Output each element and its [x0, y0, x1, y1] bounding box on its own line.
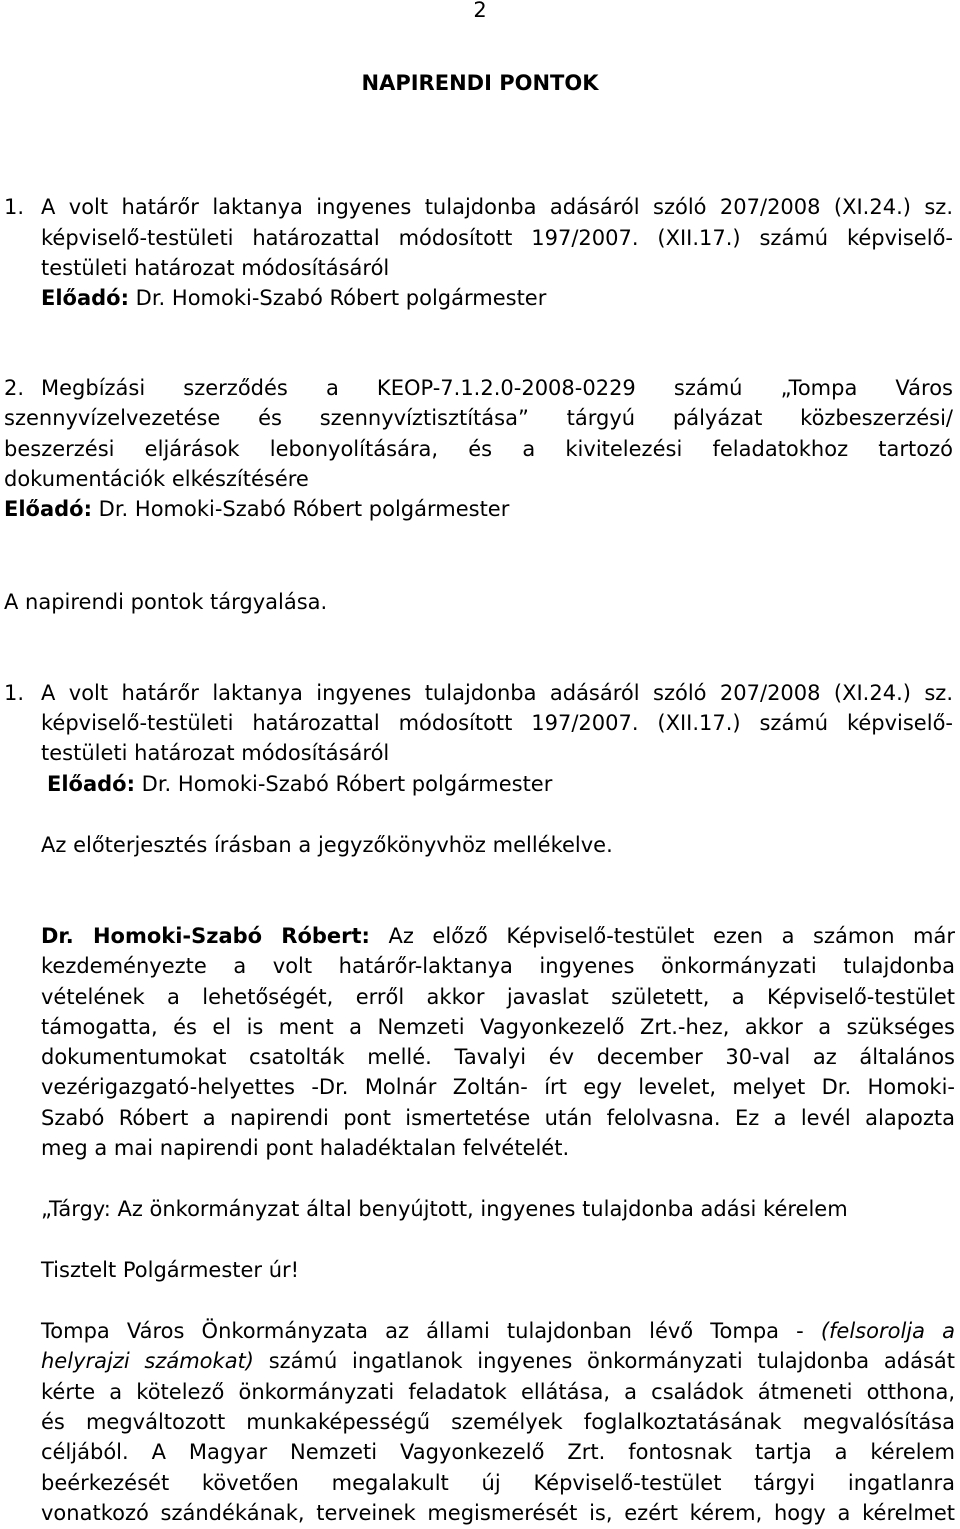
speech-line: dokumentumokat csatolták mellé. Tavalyi év december 30-val az általános — [41, 1045, 955, 1069]
presenter-label: Előadó: — [41, 286, 129, 310]
presenter-name: Dr. Homoki-Szabó Róbert polgármester — [129, 286, 547, 310]
speech-line: Szabó Róbert a napirendi pont ismertetése után felolvasna. Ez a levél alapozta — [41, 1106, 955, 1130]
agenda-item-line: A volt határőr laktanya ingyenes tulajdonba adásáról szóló 207/2008 (XI.24.) sz. — [41, 195, 953, 219]
agenda-item-line: dokumentációk elkészítésére — [4, 467, 309, 491]
letter-italic-text: helyrajzi számokat) — [41, 1349, 254, 1373]
speech-line: vezérigazgató-helyettes -Dr. Molnár Zoltán- írt egy levelet, melyet Dr. Homoki- — [41, 1075, 955, 1099]
agenda-item-presenter — [41, 285, 546, 311]
letter-line: céljából. A Magyar Nemzeti Vagyonkezelő Zrt. fontosnak tartja a kérelem — [41, 1440, 955, 1464]
letter-line — [41, 1348, 955, 1374]
presenter-name: Dr. Homoki-Szabó Róbert polgármester — [92, 497, 510, 521]
agenda-item-line: beszerzési eljárások lebonyolítására, és a kivitelezési feladatokhoz tartozó — [4, 437, 953, 461]
letter-line: beérkezését követően megalakult új Képviselő-testület tárgyi ingatlanra — [41, 1471, 955, 1495]
agenda-item-number: 1. — [4, 195, 25, 219]
speech-line: támogatta, és el is ment a Nemzeti Vagyonkezelő Zrt.-hez, akkor a szükséges — [41, 1015, 955, 1039]
speech-text: Az előző Képviselő-testület ezen a számon már — [388, 924, 955, 948]
letter-text: számú ingatlanok ingyenes önkormányzati tulajdonba adását — [253, 1349, 955, 1373]
agenda-item-line: testületi határozat módosításáról — [41, 256, 390, 280]
discussion-item-line: testületi határozat módosításáról — [41, 741, 390, 765]
speech-line: vételének a lehetőségét, erről akkor javaslat született, a Képviselő-testület — [41, 985, 955, 1009]
presenter-name: Dr. Homoki-Szabó Róbert polgármester — [135, 772, 553, 796]
discussion-item-presenter — [47, 771, 552, 797]
letter-salutation: Tisztelt Polgármester úr! — [41, 1258, 300, 1282]
discussion-item-line: képviselő-testületi határozattal módosított 197/2007. (XII.17.) számú képviselő- — [41, 711, 953, 735]
discussion-item-line: A volt határőr laktanya ingyenes tulajdonba adásáról szóló 207/2008 (XI.24.) sz. — [41, 681, 953, 705]
discussion-item-note: Az előterjesztés írásban a jegyzőkönyvhöz mellékelve. — [41, 833, 613, 857]
presenter-label: Előadó: — [4, 497, 92, 521]
letter-line: vonatkozó szándékának, terveinek megismerését is, ezért kérem, hogy a kérelmet — [41, 1501, 955, 1525]
presenter-label: Előadó: — [47, 772, 135, 796]
letter-line: és megváltozott munkaképességű személyek foglalkoztatásának megvalósítása — [41, 1410, 955, 1434]
speaker-name: Dr. Homoki-Szabó Róbert: — [41, 924, 370, 948]
letter-subject: „Tárgy: Az önkormányzat által benyújtott, ingyenes tulajdonba adási kérelem — [41, 1197, 848, 1221]
discussion-heading: A napirendi pontok tárgyalása. — [4, 590, 328, 614]
agenda-item-line: szennyvízelvezetése és szennyvíztisztítása” tárgyú pályázat közbeszerzési/ — [4, 406, 953, 430]
letter-line: kérte a kötelező önkormányzati feladatok ellátása, a családok átmeneti otthona, — [41, 1380, 955, 1404]
speech-line: meg a mai napirendi pont haladéktalan felvételét. — [41, 1136, 570, 1160]
discussion-item-number: 1. — [4, 681, 25, 705]
agenda-item-number: 2. — [4, 376, 25, 400]
letter-line — [41, 1318, 955, 1344]
page-title: NAPIRENDI PONTOK — [361, 71, 599, 95]
letter-text: Tompa Város Önkormányzata az állami tulajdonban lévő Tompa - — [41, 1319, 804, 1343]
letter-italic-text: (felsorolja a — [820, 1319, 955, 1343]
agenda-item-line: Megbízási szerződés a KEOP-7.1.2.0-2008-0229 számú „Tompa Város — [41, 376, 953, 400]
agenda-item-presenter — [4, 496, 509, 522]
agenda-item-line: képviselő-testületi határozattal módosított 197/2007. (XII.17.) számú képviselő- — [41, 226, 953, 250]
speech-line — [41, 923, 955, 949]
speech-line: kezdeményezte a volt határőr-laktanya ingyenes önkormányzati tulajdonba — [41, 954, 955, 978]
page-number: 2 — [473, 0, 487, 22]
